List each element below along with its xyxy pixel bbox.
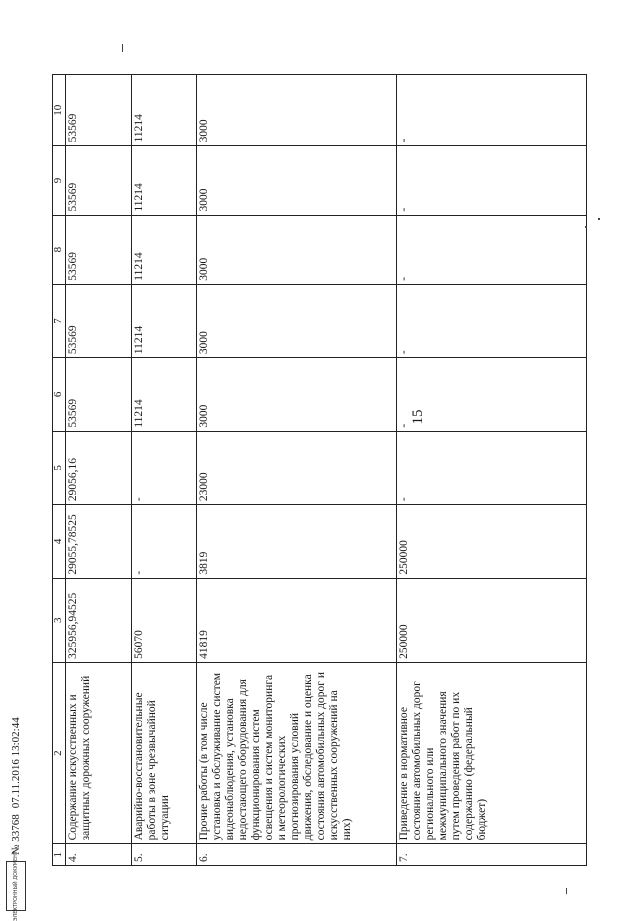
value-cell: 53569 [66,215,131,284]
value-cell: - [131,505,196,578]
stamp-datetime: 07.11.2016 13:02:44 [10,717,22,809]
value-cell: 29055,78525 [66,505,131,578]
value-cell: 325956,94525 [66,578,131,662]
header-cell: 9 [53,146,66,215]
value-cell: 11214 [131,215,196,284]
row-name: Приведение в нормативное состояние автомобильных дорог регионального или межмуниципального значения путем проведения работ по их содержанию (федеральный бюджет) [397,662,587,844]
header-row [53,75,66,866]
value-cell: - [397,358,587,431]
value-cell: 3000 [197,284,397,357]
value-cell: - [397,431,587,504]
value-cell: 53569 [66,75,131,146]
page-number: 15 [410,409,426,425]
header-cell: 10 [53,75,66,146]
value-cell: 23000 [197,431,397,504]
value-cell: 3000 [197,215,397,284]
electronic-stamp [5,591,27,921]
header-cell: 8 [53,215,66,284]
value-cell: 3819 [197,505,397,578]
header-cell: 6 [53,358,66,431]
table-row [131,75,196,866]
value-cell: 53569 [66,358,131,431]
value-cell: 3000 [197,358,397,431]
value-cell: - [397,215,587,284]
row-number: 5. [131,844,196,866]
header-cell: 5 [53,431,66,504]
table-container [52,74,587,866]
value-cell: - [397,146,587,215]
stamp-doc-number: № 33768 [10,814,22,855]
value-cell: - [397,75,587,146]
header-cell: 7 [53,284,66,357]
row-number: 7. [397,844,587,866]
header-cell: 2 [53,662,66,844]
stamp-logo: ЭЛЕКТРОННЫЙ ДОКУМЕНТ [6,861,26,911]
header-cell: 3 [53,578,66,662]
row-name: Содержание искусственных и защитных дорожных сооружений [66,662,131,844]
table-row [397,75,587,866]
scan-mark [585,226,587,228]
value-cell: 11214 [131,284,196,357]
value-cell: 250000 [397,505,587,578]
value-cell: 11214 [131,146,196,215]
value-cell: 56070 [131,578,196,662]
value-cell: 29056,16 [66,431,131,504]
scan-mark [598,218,600,220]
table-row [66,75,131,866]
value-cell: 250000 [397,578,587,662]
value-cell: 41819 [197,578,397,662]
row-name: Прочие работы (в том числе установка и обслуживание систем видеонаблюдения, установка недостающего оборудования для функционирования систем освещения и систем мониторинга и метеорологических прогнозирования условий движения, обследование и оценка состояния автомобильных дорог и искусственных сооружений на них) [197,662,397,844]
value-cell: - [397,284,587,357]
scan-mark [566,888,567,894]
table-row [197,75,397,866]
value-cell: 53569 [66,146,131,215]
value-cell: 3000 [197,75,397,146]
row-number: 6. [197,844,397,866]
value-cell: 11214 [131,75,196,146]
header-cell: 4 [53,505,66,578]
scan-mark [122,44,123,52]
value-cell: 11214 [131,358,196,431]
value-cell: - [131,431,196,504]
header-cell: 1 [53,844,66,866]
row-name: Аварийно-восстановительные работы в зоне чрезвычайной ситуации [131,662,196,844]
budget-table [52,74,587,866]
row-number: 4. [66,844,131,866]
value-cell: 3000 [197,146,397,215]
value-cell: 53569 [66,284,131,357]
